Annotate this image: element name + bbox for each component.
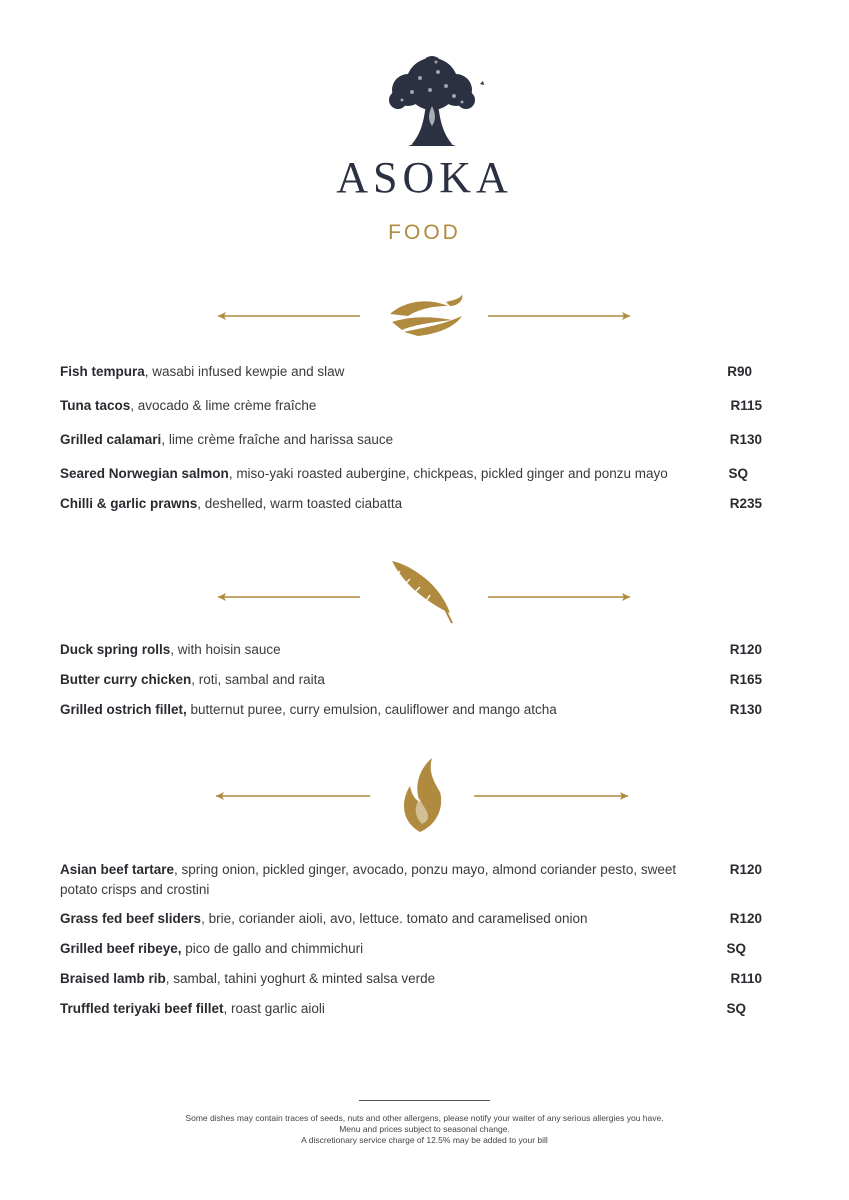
menu-item: [60, 670, 762, 690]
dish-description: butternut puree, curry emulsion, cauliflower and mango atcha: [186, 702, 557, 717]
menu-item: [60, 939, 762, 959]
dish-price: R120: [729, 642, 762, 657]
dish-name: Grilled ostrich fillet,: [60, 702, 187, 717]
dish-description: , lime crème fraîche and harissa sauce: [161, 432, 394, 447]
dish-name: Braised lamb rib: [60, 971, 166, 986]
flame-divider: [0, 752, 849, 834]
dish-name: Truffled teriyaki beef fillet: [60, 1001, 224, 1016]
dish-price: R120: [729, 862, 762, 877]
dish-description: , sambal, tahini yoghurt & minted salsa verde: [165, 971, 436, 986]
menu-item: [60, 969, 762, 989]
section-title: FOOD: [388, 221, 461, 244]
dish-description: , brie, coriander aioli, avo, lettuce. tomato and caramelised onion: [201, 911, 588, 926]
dish-description: , deshelled, warm toasted ciabatta: [197, 496, 403, 511]
dish-name: Grilled calamari: [60, 432, 162, 447]
dish-description: , spring onion, pickled ginger, avocado, ponzu mayo, almond coriander pesto, sweet potato crisps and crostini: [60, 862, 677, 897]
footer-divider: [359, 1100, 490, 1101]
allergen-notice: Some dishes may contain traces of seeds, nuts and other allergens, please notify your waiter of any serious allergies you have.: [185, 1113, 664, 1123]
dish-description: , with hoisin sauce: [170, 642, 281, 657]
dish-price: SQ: [726, 941, 746, 956]
dish-price: R120: [729, 911, 762, 926]
menu-item: [60, 464, 762, 484]
menu-item: [60, 640, 762, 660]
wave-flourish-icon: [390, 294, 462, 336]
brand-name: ASOKA: [336, 153, 513, 202]
wave-flourish-divider: [0, 276, 849, 356]
feather-divider: [0, 557, 849, 637]
dish-description: pico de gallo and chimmichuri: [181, 941, 364, 956]
feather-icon: [392, 561, 452, 623]
dish-name: Grilled beef ribeye,: [60, 941, 182, 956]
dish-description: , roti, sambal and raita: [191, 672, 325, 687]
dish-description: , wasabi infused kewpie and slaw: [144, 364, 345, 379]
menu-item: [60, 430, 762, 450]
menu-item: [60, 909, 762, 929]
dish-price: R115: [730, 398, 762, 413]
dish-price: R110: [730, 971, 762, 986]
dish-price: R165: [729, 672, 762, 687]
service-charge-notice: A discretionary service charge of 12.5% may be added to your bill: [301, 1135, 548, 1145]
dish-description: , roast garlic aioli: [223, 1001, 325, 1016]
dish-name: Tuna tacos: [60, 398, 131, 413]
dish-price: R130: [729, 702, 762, 717]
menu-item: [60, 999, 762, 1019]
menu-item: [60, 396, 762, 416]
dish-price: SQ: [726, 1001, 746, 1016]
footer-notes: [0, 1113, 849, 1146]
dish-name: Duck spring rolls: [60, 642, 171, 657]
dish-description: , miso-yaki roasted aubergine, chickpeas, pickled ginger and ponzu mayo: [228, 466, 668, 481]
dish-price: R90: [727, 364, 752, 379]
dish-name: Grass fed beef sliders: [60, 911, 202, 926]
dish-name: Butter curry chicken: [60, 672, 192, 687]
dish-price: R235: [729, 496, 762, 511]
dish-name: Asian beef tartare: [60, 862, 175, 877]
dish-price: SQ: [728, 466, 748, 481]
dish-description: , avocado & lime crème fraîche: [130, 398, 317, 413]
tree-logo-icon: [378, 54, 486, 150]
dish-name: Chilli & garlic prawns: [60, 496, 198, 511]
seasonal-notice: Menu and prices subject to seasonal change.: [339, 1124, 510, 1134]
menu-item: [60, 700, 762, 720]
dish-price: R130: [729, 432, 762, 447]
dish-name: Seared Norwegian salmon: [60, 466, 229, 481]
dish-name: Fish tempura: [60, 364, 145, 379]
menu-item: [60, 362, 762, 382]
menu-item: [60, 860, 762, 900]
menu-item: [60, 494, 762, 514]
flame-icon: [404, 758, 441, 832]
